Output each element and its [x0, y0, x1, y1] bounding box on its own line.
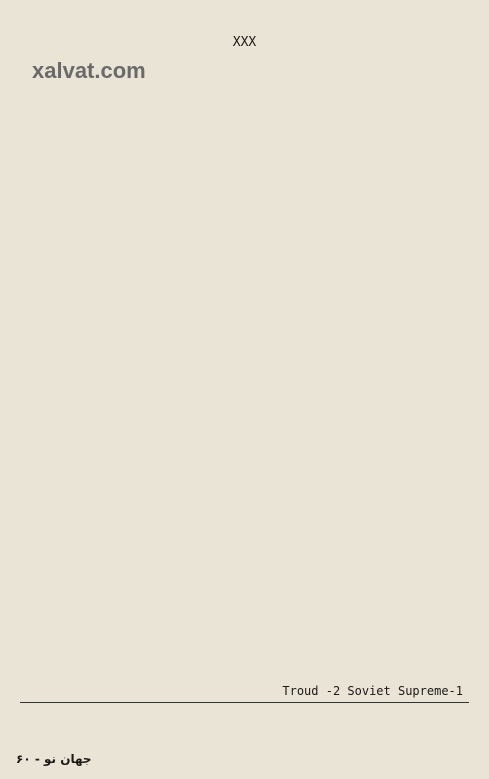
paragraph — [16, 129, 473, 148]
footnote-rule — [20, 702, 469, 703]
page-footer: جهان نو - ۶۰ — [16, 752, 92, 766]
paragraph — [16, 104, 473, 123]
section-separator: XXX — [232, 35, 257, 50]
watermark: xalvat.com — [32, 58, 146, 83]
footnote: Troud -2 Soviet Supreme-1 — [282, 684, 463, 698]
paragraph — [16, 10, 473, 29]
